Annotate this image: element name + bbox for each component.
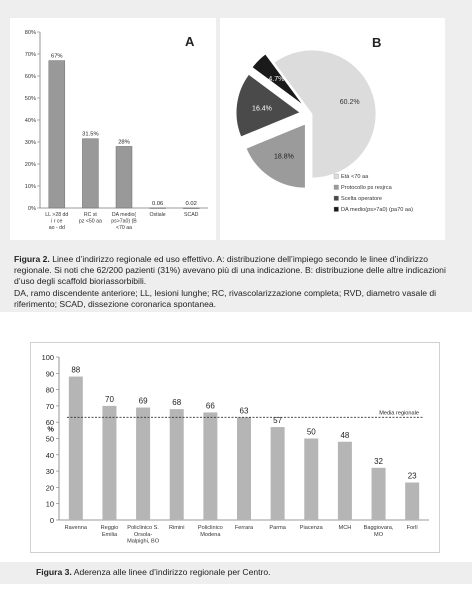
x-tick-label: Policlinico S.: [127, 525, 159, 531]
x-tick-label: SCAD: [183, 212, 199, 218]
bar: [183, 208, 199, 209]
figure2-caption-abbrev: DA, ramo discendente anteriore; LL, lesioni lunghe; RC, rivascolarizzazione completa; RVD, diametro vasale di riferimento; SCAD, dissezione coronarica spontanea.: [14, 287, 437, 309]
x-tick-label: Baggiovara,: [363, 525, 394, 531]
pie-slice-label: 18.8%: [274, 153, 294, 161]
y-tick-label: 40%: [24, 118, 36, 124]
x-tick-label: Orsola-: [133, 531, 153, 538]
pie-slice-label: 4.7%: [268, 75, 285, 83]
bar-data-label: 88: [71, 365, 81, 375]
bar: [116, 146, 132, 208]
bar: [372, 468, 386, 520]
bar-data-label: 63: [239, 406, 249, 416]
x-tick-label: MCH: [338, 525, 352, 531]
bar-chart-guideline-usage: [10, 18, 216, 240]
bar-data-label: 23: [407, 471, 417, 481]
y-tick-label: 90: [45, 369, 54, 379]
bar-data-label: 68: [172, 398, 182, 408]
x-tick-label: Emilia: [101, 531, 118, 538]
y-tick-label: 0: [49, 516, 54, 525]
legend-label: Scelta operatore: [341, 196, 383, 202]
pie-slice-label: 16.4%: [252, 105, 272, 113]
y-tick-label: 80%: [24, 30, 36, 36]
figure3-caption-text: Aderenza alle linee d’indirizzo regionale per Centro.: [73, 567, 271, 577]
bar: [203, 412, 217, 520]
bar: [102, 406, 116, 520]
legend-swatch: [334, 185, 339, 190]
x-tick-label: Policlinico: [197, 525, 223, 531]
x-tick-label: Ravenna: [64, 525, 88, 531]
bar-data-label: 69: [138, 396, 148, 406]
panel-a-letter: A: [185, 34, 195, 49]
y-tick-label: 50%: [24, 96, 36, 102]
bar-data-label: 48: [340, 430, 350, 440]
legend-swatch: [334, 196, 339, 201]
figure2-caption-label: Figura 2.: [14, 254, 50, 264]
y-tick-label: 70: [45, 401, 54, 411]
bar: [170, 409, 184, 520]
bar-data-label: 70: [105, 394, 114, 404]
bar: [82, 139, 98, 208]
figure2-panel-a: [10, 18, 216, 240]
x-tick-label: Rimini: [168, 525, 185, 531]
pie-chart-other-indications: [220, 18, 445, 240]
y-tick-label: 30: [45, 467, 54, 477]
bar: [49, 61, 65, 208]
y-tick-label: 50: [45, 434, 54, 444]
x-tick-label: RC st: [83, 212, 97, 218]
y-axis-label: %: [47, 424, 54, 434]
x-tick-label: MO: [374, 531, 384, 538]
bar: [304, 439, 318, 521]
x-tick-label: Ferrara: [234, 525, 254, 531]
y-tick-label: 20: [45, 483, 54, 493]
x-tick-label: Forlì: [406, 525, 418, 531]
legend-label: Età <70 aa: [341, 174, 369, 180]
y-tick-label: 40: [45, 450, 54, 460]
x-tick-label: pz <50 aa: [78, 218, 102, 225]
legend-label: Protocollo ps resjrca: [341, 185, 392, 191]
bar-data-label: 0.06: [151, 200, 164, 207]
x-tick-label: Modena: [200, 531, 221, 538]
y-tick-label: 60: [45, 418, 54, 428]
x-tick-label: Reggio: [100, 525, 119, 531]
legend-label: DA medio(ps>7a0) (pa70 aa): [341, 207, 413, 213]
pie-slice-label: 60.2%: [339, 99, 360, 107]
figure3-caption: [36, 567, 456, 578]
x-tick-label: ao - dd: [48, 225, 65, 231]
figure2-caption-text: Linee d’indirizzo regionale ed uso effettivo. A: distribuzione dell’impiego secondo le linee d’indirizzo regionale. Si noti che 62/200 pazienti (31%) avevano più di una indicazione. B: distribuzione delle altre indicazioni d’uso degli scaffold bioriassorbibili.: [14, 254, 446, 287]
panel-b-letter: B: [372, 35, 382, 50]
bar: [338, 442, 352, 520]
legend-swatch: [334, 207, 339, 212]
bar: [150, 208, 166, 209]
y-tick-label: 0%: [27, 206, 36, 212]
bar: [69, 377, 83, 520]
figure3-panel: [30, 342, 440, 553]
bar-data-label: 67%: [50, 53, 63, 60]
x-tick-label: Malpighi, BO: [127, 538, 160, 545]
y-tick-label: 70%: [24, 52, 36, 58]
y-tick-label: 20%: [24, 162, 36, 168]
y-tick-label: 100: [41, 353, 54, 362]
figure3-caption-label: Figura 3.: [36, 567, 72, 577]
bar-data-label: 31.5%: [82, 131, 99, 138]
bar: [271, 427, 285, 520]
bar-data-label: 66: [205, 401, 215, 411]
x-tick-label: <70 aa: [115, 225, 133, 231]
bar-data-label: 50: [306, 427, 316, 437]
bar-chart-adherence-by-center: [31, 343, 439, 552]
bar: [136, 408, 150, 520]
bar-data-label: 57: [273, 416, 283, 426]
y-tick-label: 60%: [24, 74, 36, 80]
y-tick-label: 10%: [24, 184, 36, 190]
bar-data-label: 32: [374, 456, 383, 466]
x-tick-label: DA medio(: [111, 212, 137, 218]
bar-data-label: 28%: [118, 139, 130, 146]
y-tick-label: 10: [45, 499, 54, 509]
legend-swatch: [334, 174, 339, 179]
y-tick-label: 30%: [24, 140, 36, 146]
x-tick-label: Piacenza: [299, 525, 323, 531]
reference-line-label: Media regionale: [379, 410, 419, 417]
x-tick-label: Parma: [269, 525, 286, 531]
figure2-panel-b: [220, 18, 445, 240]
x-tick-label: LL >28 dd: [45, 212, 69, 218]
bar-data-label: 0.02: [185, 200, 197, 207]
x-tick-label: ps>7a0) (B: [111, 218, 137, 225]
bar: [237, 417, 251, 520]
y-tick-label: 80: [45, 385, 54, 395]
figure2-caption: [14, 254, 460, 310]
bar: [405, 483, 419, 520]
x-tick-label: Ostiale: [149, 212, 166, 218]
x-tick-label: i r ce: [51, 218, 63, 225]
